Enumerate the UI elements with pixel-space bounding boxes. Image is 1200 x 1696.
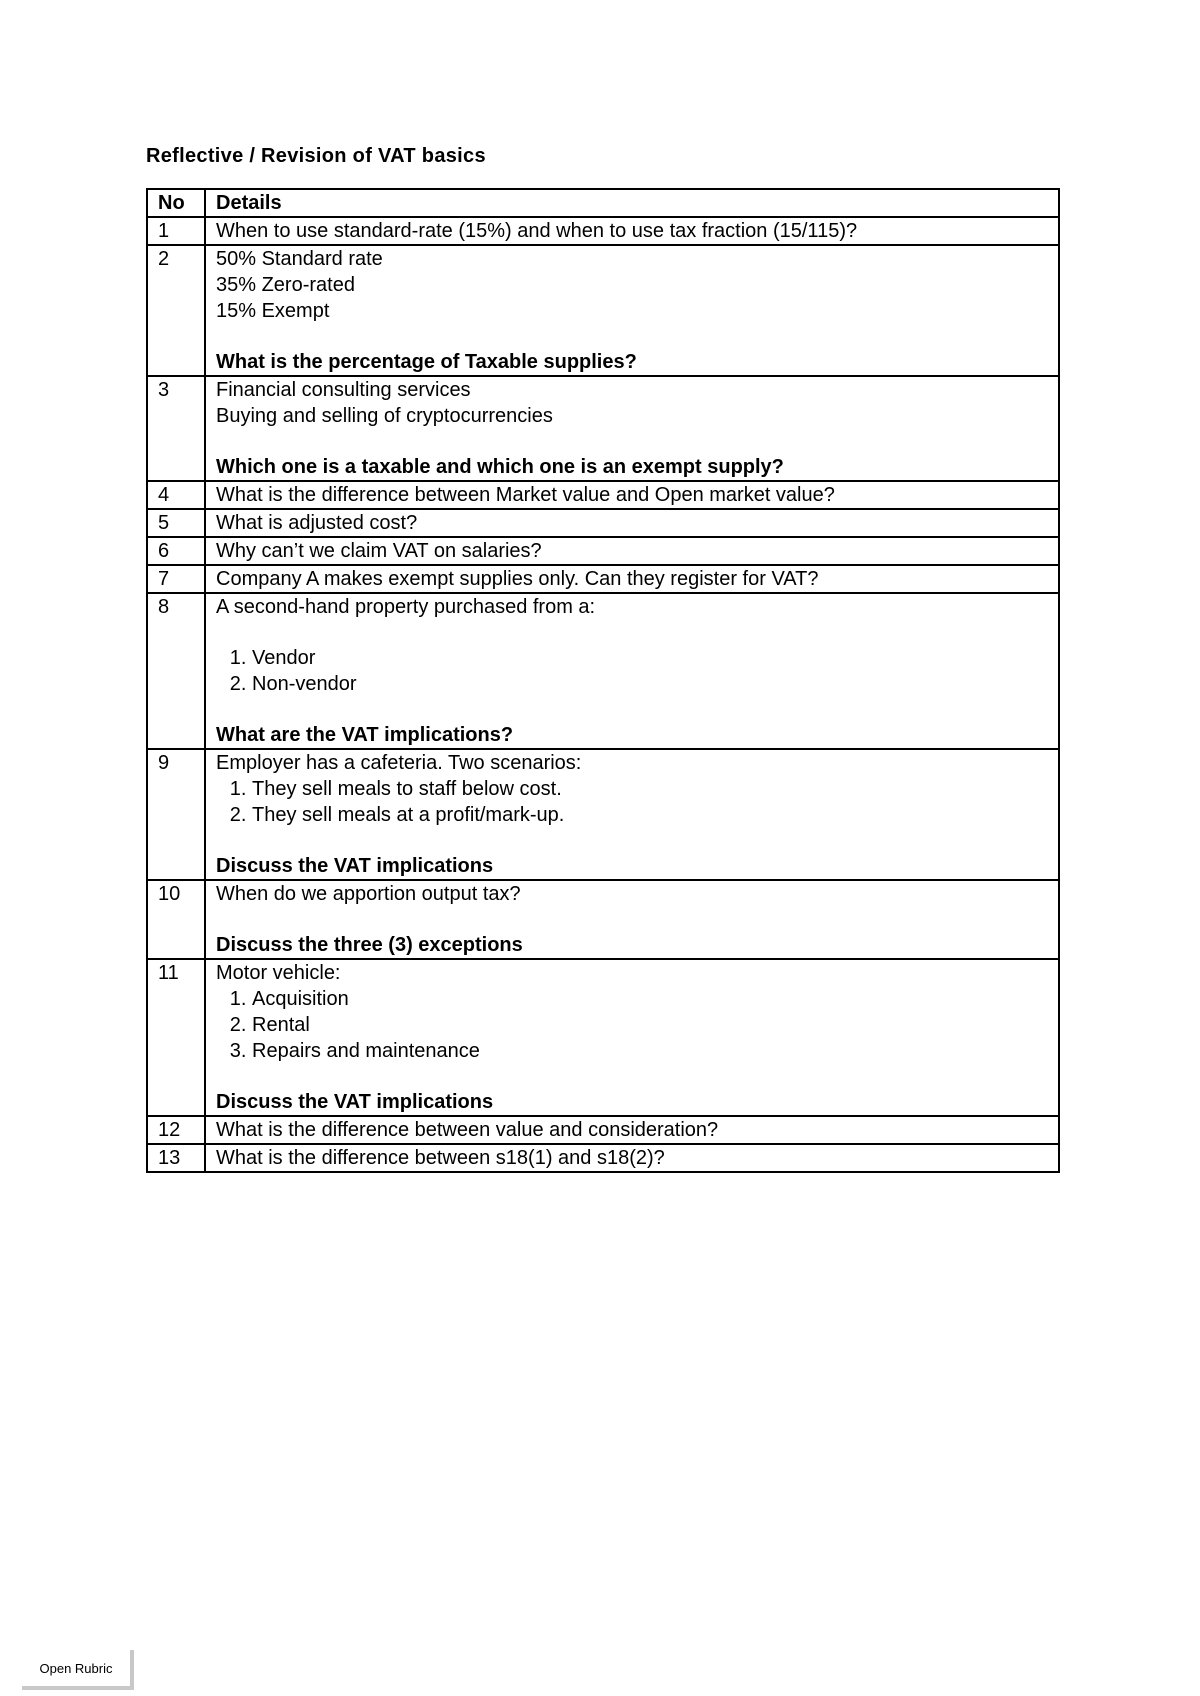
row-text: What is the difference between Market value and Open market value? [216, 484, 835, 506]
row-number: 5 [147, 509, 205, 537]
list-item: 2. They sell meals at a profit/mark-up. [252, 802, 1058, 828]
row-details [205, 537, 1059, 565]
row-details [205, 959, 1059, 1116]
row-text: When to use standard-rate (15%) and when to use tax fraction (15/115)? [216, 220, 858, 242]
row-text: What is adjusted cost? [216, 512, 418, 534]
row-question: Discuss the VAT implications [216, 1091, 494, 1113]
list-item: 2. Non-vendor [252, 671, 1058, 697]
table-row [147, 1144, 1059, 1172]
table-row [147, 565, 1059, 593]
row-line: Financial consulting services [216, 379, 471, 401]
row-number: 7 [147, 565, 205, 593]
row-number: 6 [147, 537, 205, 565]
table-row [147, 481, 1059, 509]
open-rubric-label: Open Rubric [39, 1660, 113, 1676]
list-item: 3. Repairs and maintenance [252, 1038, 1058, 1064]
table-row [147, 1116, 1059, 1144]
row-number: 13 [147, 1144, 205, 1172]
list-item: 1. Vendor [252, 645, 1058, 671]
numbered-list [216, 645, 1058, 697]
row-question: What are the VAT implications? [216, 724, 514, 746]
table-row [147, 245, 1059, 376]
row-number: 10 [147, 880, 205, 959]
row-details [205, 880, 1059, 959]
row-question: Discuss the VAT implications [216, 855, 494, 877]
row-number: 8 [147, 593, 205, 749]
row-number: 12 [147, 1116, 205, 1144]
vat-revision-table [146, 188, 1060, 1173]
row-details [205, 481, 1059, 509]
list-item: 1. Acquisition [252, 986, 1058, 1012]
row-number: 11 [147, 959, 205, 1116]
row-details [205, 509, 1059, 537]
table-row [147, 593, 1059, 749]
header-details: Details [205, 189, 1059, 217]
row-text: What is the difference between value and consideration? [216, 1119, 719, 1141]
row-number: 1 [147, 217, 205, 245]
row-details [205, 1144, 1059, 1172]
row-text: What is the difference between s18(1) and s18(2)? [216, 1147, 665, 1169]
row-details [205, 1116, 1059, 1144]
row-number: 9 [147, 749, 205, 880]
row-number: 2 [147, 245, 205, 376]
row-number: 4 [147, 481, 205, 509]
row-text: Company A makes exempt supplies only. Can they register for VAT? [216, 568, 819, 590]
header-no: No [147, 189, 205, 217]
numbered-list [216, 776, 1058, 828]
row-details [205, 376, 1059, 481]
row-line: Buying and selling of cryptocurrencies [216, 405, 553, 427]
page-title: Reflective / Revision of VAT basics [146, 145, 486, 167]
table-row [147, 217, 1059, 245]
row-question: What is the percentage of Taxable supplies? [216, 351, 637, 373]
list-item: 1. They sell meals to staff below cost. [252, 776, 1058, 802]
numbered-list [216, 986, 1058, 1064]
table-row [147, 749, 1059, 880]
row-intro: A second-hand property purchased from a: [216, 596, 596, 618]
row-details [205, 749, 1059, 880]
table-row [147, 880, 1059, 959]
row-line: 15% Exempt [216, 300, 330, 322]
row-details [205, 245, 1059, 376]
row-details [205, 593, 1059, 749]
row-details [205, 565, 1059, 593]
row-intro: When do we apportion output tax? [216, 883, 521, 905]
table-row [147, 537, 1059, 565]
row-intro: Motor vehicle: [216, 962, 341, 984]
row-number: 3 [147, 376, 205, 481]
row-question: Discuss the three (3) exceptions [216, 934, 523, 956]
list-item: 2. Rental [252, 1012, 1058, 1038]
row-details [205, 217, 1059, 245]
row-line: 50% Standard rate [216, 248, 383, 270]
row-text: Why can’t we claim VAT on salaries? [216, 540, 542, 562]
table-header-row [147, 189, 1059, 217]
table-row [147, 509, 1059, 537]
open-rubric-tag[interactable] [22, 1650, 134, 1690]
table-row [147, 959, 1059, 1116]
row-question: Which one is a taxable and which one is an exempt supply? [216, 456, 784, 478]
table-row [147, 376, 1059, 481]
row-intro: Employer has a cafeteria. Two scenarios: [216, 752, 582, 774]
row-line: 35% Zero-rated [216, 274, 355, 296]
